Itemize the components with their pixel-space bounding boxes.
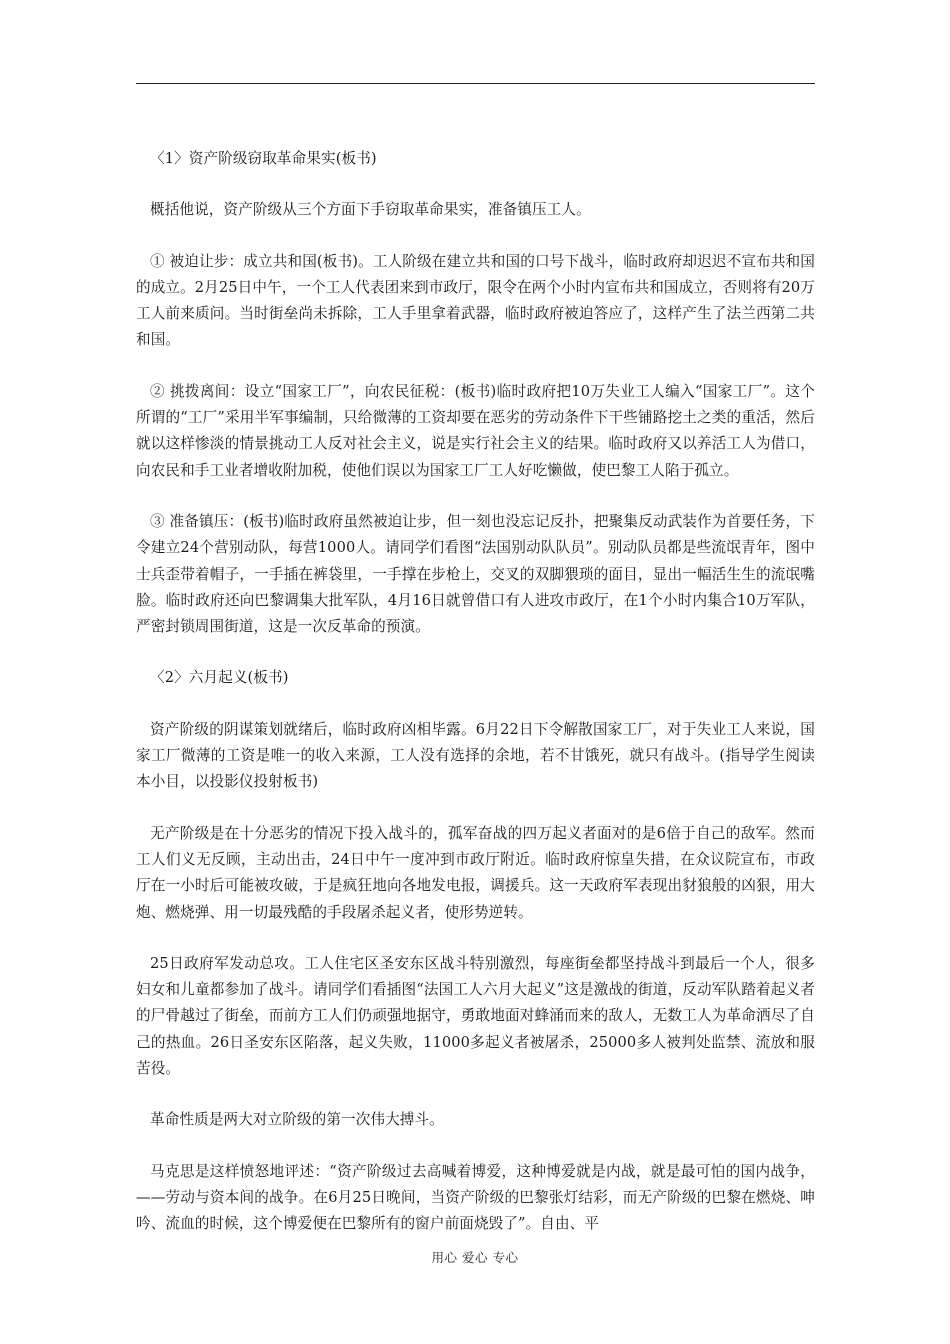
summary-paragraph: 概括他说，资产阶级从三个方面下手窃取革命果实，准备镇压工人。	[150, 201, 591, 219]
nature-paragraph: 革命性质是两大对立阶级的第一次伟大搏斗。	[150, 1111, 444, 1129]
section-heading-2: 〈2〉六月起义(板书)	[150, 669, 289, 687]
point-3-paragraph: ③ 准备镇压：(板书)临时政府虽然被迫让步，但一刻也没忘记反扑，把聚集反动武装作为首要任务，下令建立24个营别动队，每营1000人。请同学们看图“法国别动队队员”。别动队员都是些流氓青年，图中士兵歪带着帽子，一手插在裤袋里，一手撑在步枪上，交叉的双脚猥琐的面目，显出一幅活生生的流氓嘴脸。临时政府还向巴黎调集大批军队，4月16日就曾借口有人进攻市政厅，在1个小时内集合10万军队，严密封锁周围街道，这是一次反革命的预演。	[136, 512, 815, 636]
header-rule	[136, 83, 815, 84]
body-text	[136, 146, 815, 1263]
point-1-paragraph: ① 被迫让步：成立共和国(板书)。工人阶级在建立共和国的口号下战斗，临时政府却迟迟不宣布共和国的成立。2月25日中午，一个工人代表团来到市政厅，限令在两个小时内宣布共和国成立，否则将有20万工人前来质问。当时街垒尚未拆除，工人手里拿着武器，临时政府被迫答应了，这样产生了法兰西第二共和国。	[136, 252, 815, 349]
uprising-intro-paragraph: 资产阶级的阴谋策划就绪后，临时政府凶相毕露。6月22日下令解散国家工厂，对于失业工人来说，国家工厂微薄的工资是唯一的收入来源，工人没有选择的余地，若不甘饿死，就只有战斗。(指导学生阅读本小目，以投影仪投射板书)	[136, 720, 815, 791]
section-heading-1: 〈1〉资产阶级窃取革命果实(板书)	[150, 150, 377, 167]
page-footer: 用心 爱心 专心	[431, 1250, 519, 1265]
marx-quote-paragraph: 马克思是这样愤怒地评述：“资产阶级过去高喊着博爱，这种博爱就是内战，就是最可怕的国内战争，——劳动与资本间的战争。在6月25日晚间，当资产阶级的巴黎张灯结彩，而无产阶级的巴黎在燃烧、呻吟、流血的时候，这个博爱便在巴黎所有的窗户前面烧毁了”。自由、平	[136, 1162, 815, 1233]
battle-paragraph: 无产阶级是在十分恶劣的情况下投入战斗的，孤军奋战的四万起义者面对的是6倍于自己的敌军。然而工人们义无反顾，主动出击，24日中午一度冲到市政厅附近。临时政府惊皇失措，在众议院宣布，市政厅在一小时后可能被攻破，于是疯狂地向各地发电报，调援兵。这一天政府军表现出豺狼般的凶狠，用大炮、燃烧弹、用一切最残酷的手段屠杀起义者，使形势逆转。	[136, 824, 815, 921]
point-2-paragraph: ② 挑拨离间：设立“国家工厂”，向农民征税：(板书)临时政府把10万失业工人编入“国家工厂”。这个所谓的“工厂”采用半军事编制，只给微薄的工资却要在恶劣的劳动条件下干些铺路挖土之类的重活，然后就以这样惨淡的情景挑动工人反对社会主义，说是实行社会主义的结果。临时政府又以养活工人为借口，向农民和手工业者增收附加税，使他们误以为国家工厂工人好吃懒做，使巴黎工人陷于孤立。	[136, 382, 815, 479]
offensive-paragraph: 25日政府军发动总攻。工人住宅区圣安东区战斗特别激烈，每座街垒都坚持战斗到最后一个人，很多妇女和儿童都参加了战斗。请同学们看插图“法国工人六月大起义”这是激战的街道，反动军队踏着起义者的尸骨越过了街垒，而前方工人们仍顽强地据守，勇敢地面对蜂涌而来的敌人，无数工人为革命洒尽了自己的热血。26日圣安东区陷落，起义失败，11000多起义者被屠杀，25000多人被判处监禁、流放和服苦役。	[136, 954, 815, 1078]
